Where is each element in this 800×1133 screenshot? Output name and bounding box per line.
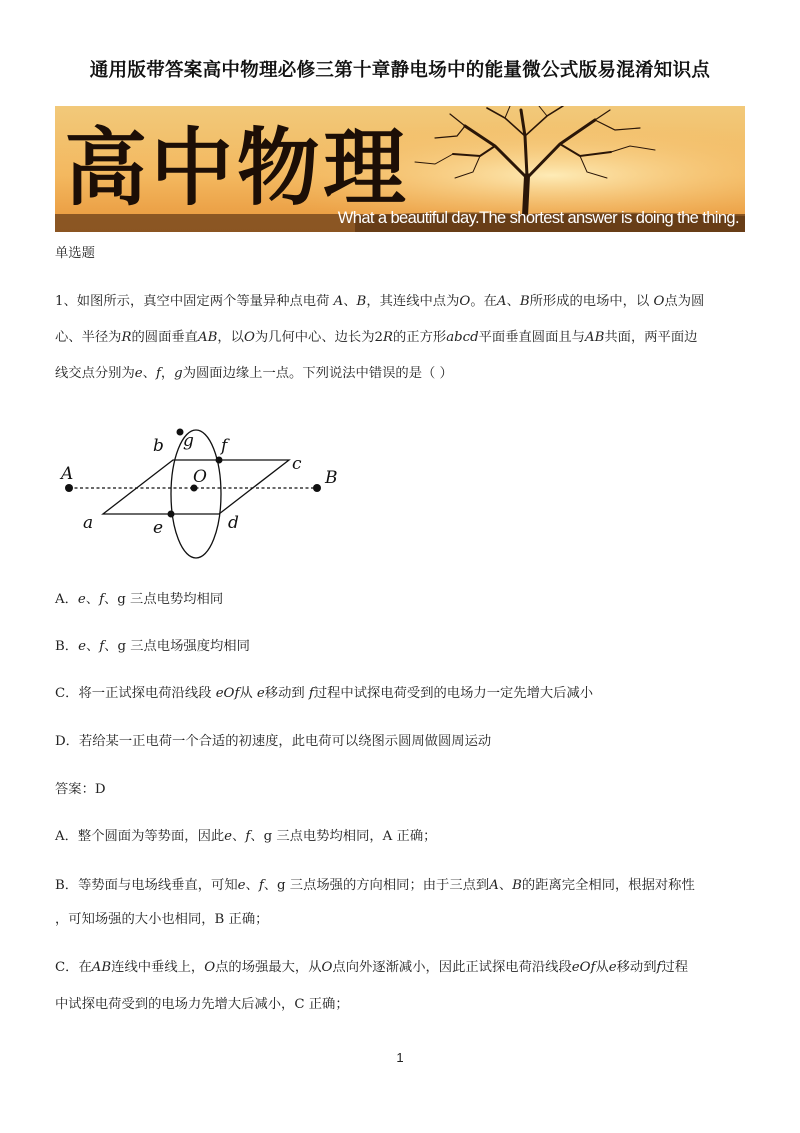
- label-d: d: [228, 513, 239, 533]
- label-O: O: [193, 467, 207, 487]
- section-label: 单选题: [55, 246, 95, 261]
- charge-B-point: [313, 484, 321, 492]
- label-e: e: [153, 518, 164, 538]
- option-D[interactable]: D．若给某一正电荷一个合适的初速度，此电荷可以绕图示圆周做圆周运动: [55, 734, 492, 749]
- question-line-3: 线交点分别为e、f，g为圆面边缘上一点。下列说法中错误的是（ ）: [55, 366, 453, 381]
- charge-A-point: [65, 484, 73, 492]
- explanation-B-line-1: B．等势面与电场线垂直，可知e、f、g 三点场强的方向相同；由于三点到A、B的距离完全相同，根据对称性: [55, 878, 695, 893]
- point-e: [168, 511, 175, 518]
- document-title: 通用版带答案高中物理必修三第十章静电场中的能量微公式版易混淆知识点: [89, 60, 711, 81]
- explanation-B-line-2: ，可知场强的大小也相同，B 正确；: [55, 912, 269, 927]
- label-f: f: [221, 436, 228, 456]
- explanation-C-line-2: 中试探电荷受到的电场力先增大后减小，C 正确；: [55, 997, 349, 1012]
- physics-diagram: [55, 418, 355, 568]
- option-A[interactable]: A．e、f、g 三点电势均相同: [55, 592, 224, 607]
- circle-plane: [171, 430, 221, 558]
- label-c: c: [292, 454, 302, 474]
- label-b: b: [153, 436, 164, 456]
- explanation-C-line-1: C．在AB连线中垂线上，O点的场强最大，从O点向外逐渐减小，因此正试探电荷沿线段eOf从e移动到f过程: [55, 960, 689, 975]
- label-a: a: [83, 513, 94, 533]
- question-line-1: 1、如图所示，真空中固定两个等量异种点电荷 A、B，其连线中点为O。在A、B所形成的电场中，以 O点为圆: [55, 294, 705, 309]
- page-number: 1: [396, 1050, 404, 1065]
- answer-label: 答案：D: [55, 782, 106, 797]
- point-f: [216, 457, 223, 464]
- option-B[interactable]: B．e、f、g 三点电场强度均相同: [55, 639, 250, 654]
- option-C[interactable]: C．将一正试探电荷沿线段 eOf从 e移动到 f过程中试探电荷受到的电场力一定先增大后减小: [55, 686, 594, 701]
- label-A: A: [61, 464, 74, 484]
- question-line-2: 心、半径为R的圆面垂直AB，以O为几何中心、边长为2R的正方形abcd平面垂直圆面且与AB共面，两平面边: [55, 330, 698, 345]
- banner-image: [55, 106, 745, 232]
- label-g: g: [183, 431, 194, 451]
- banner-caption: What a beautiful day.The shortest answer is doing the thing.: [337, 209, 739, 227]
- banner-title: 高中物理: [64, 118, 410, 217]
- label-B: B: [325, 468, 338, 488]
- explanation-A: A．整个圆面为等势面，因此e、f、g 三点电势均相同，A 正确；: [55, 829, 437, 844]
